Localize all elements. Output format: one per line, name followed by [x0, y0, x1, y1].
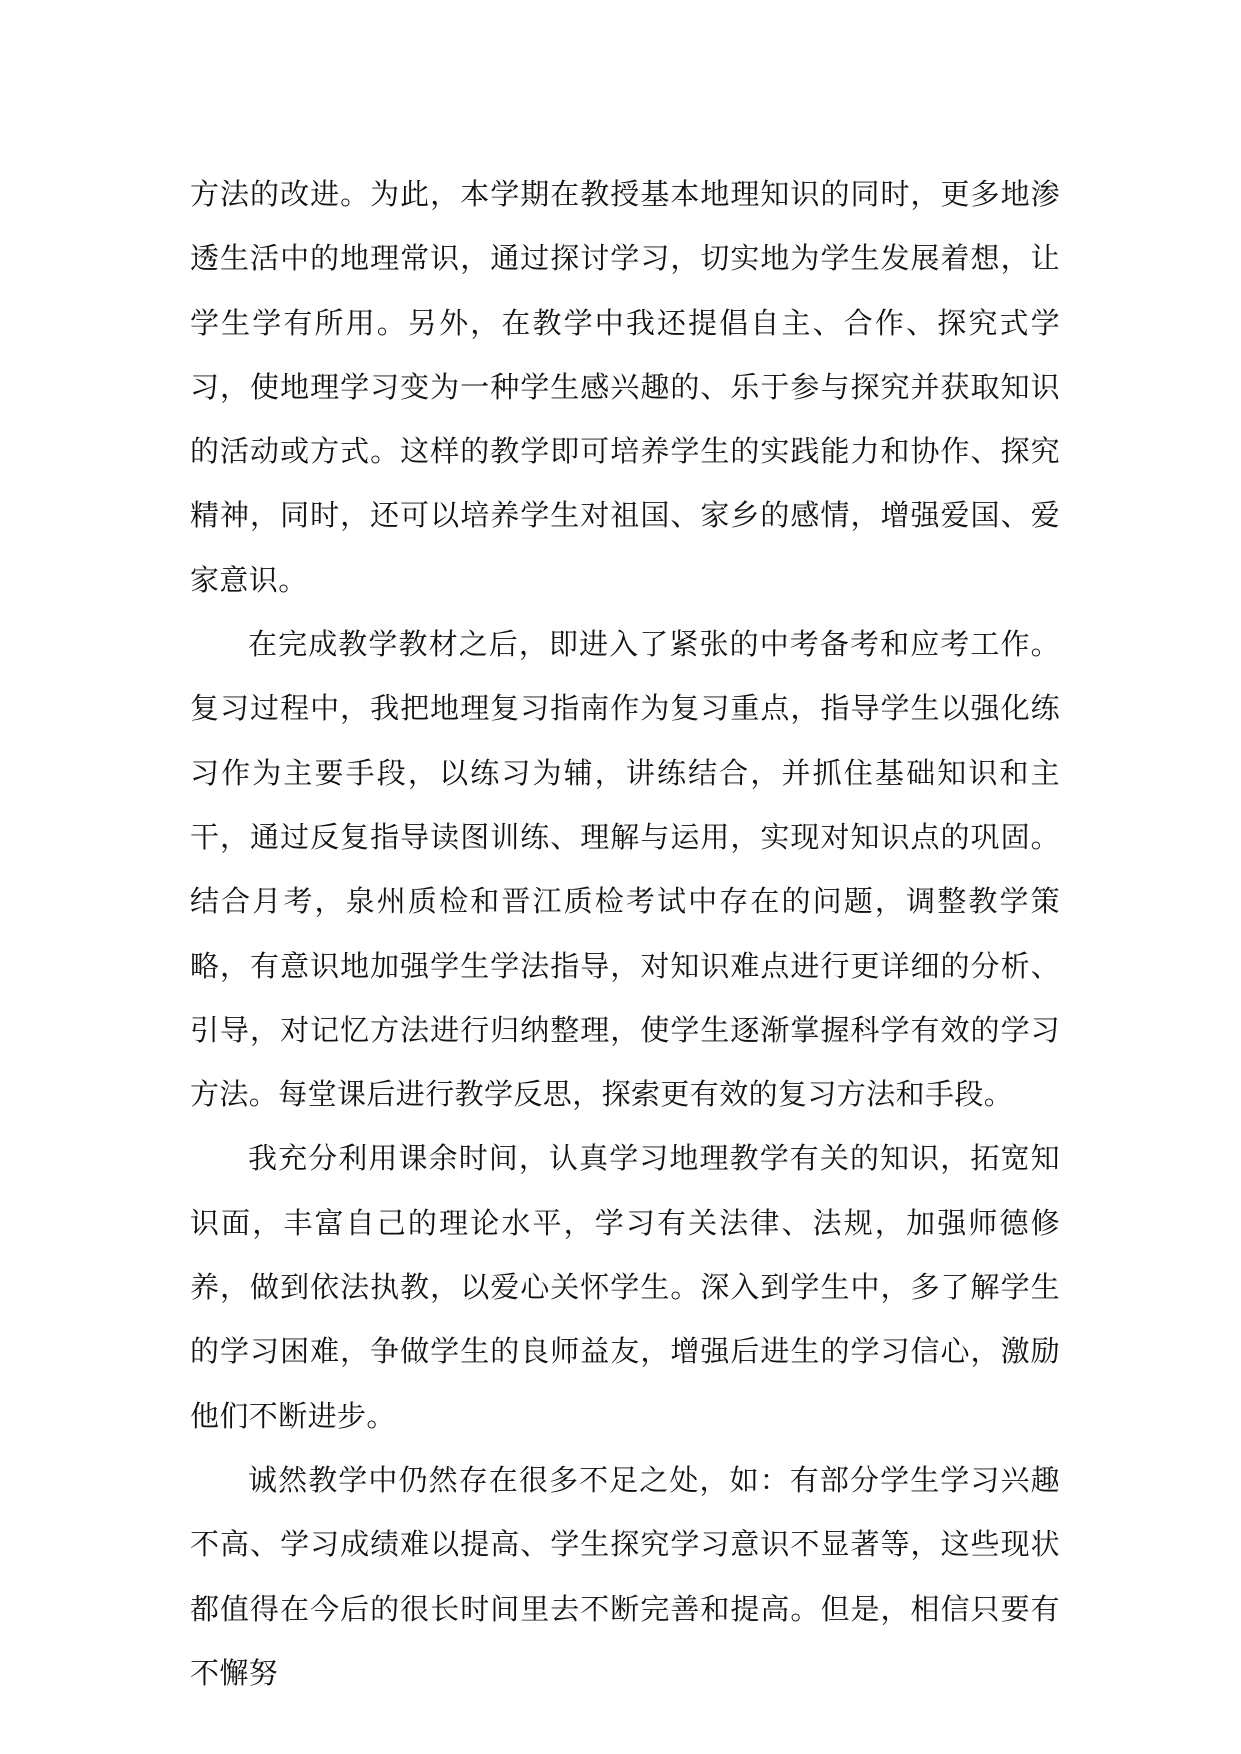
document-body — [190, 162, 1060, 1705]
paragraph-4: 诚然教学中仍然存在很多不足之处，如：有部分学生学习兴趣不高、学习成绩难以提高、学生探究学习意识不显著等，这些现状都值得在今后的很长时间里去不断完善和提高。但是，相信只要有不懈努 — [190, 1462, 1060, 1690]
paragraph-2: 在完成教学教材之后，即进入了紧张的中考备考和应考工作。复习过程中，我把地理复习指南作为复习重点，指导学生以强化练习作为主要手段，以练习为辅，讲练结合，并抓住基础知识和主干，通过反复指导读图训练、理解与运用，实现对知识点的巩固。结合月考，泉州质检和晋江质检考试中存在的问题，调整教学策略，有意识地加强学生学法指导，对知识难点进行更详细的分析、引导，对记忆方法进行归纳整理，使学生逐渐掌握科学有效的学习方法。每堂课后进行教学反思，探索更有效的复习方法和手段。 — [190, 627, 1060, 1112]
paragraph-1: 方法的改进。为此，本学期在教授基本地理知识的同时，更多地渗透生活中的地理常识，通过探讨学习，切实地为学生发展着想，让学生学有所用。另外，在教学中我还提倡自主、合作、探究式学习，使地理学习变为一种学生感兴趣的、乐于参与探究并获取知识的活动或方式。这样的教学即可培养学生的实践能力和协作、探究精神，同时，还可以培养学生对祖国、家乡的感情，增强爱国、爱家意识。 — [190, 177, 1060, 597]
paragraph-3: 我充分利用课余时间，认真学习地理教学有关的知识，拓宽知识面，丰富自己的理论水平，学习有关法律、法规，加强师德修养，做到依法执教，以爱心关怀学生。深入到学生中，多了解学生的学习困难，争做学生的良师益友，增强后进生的学习信心，激励他们不断进步。 — [190, 1141, 1060, 1433]
